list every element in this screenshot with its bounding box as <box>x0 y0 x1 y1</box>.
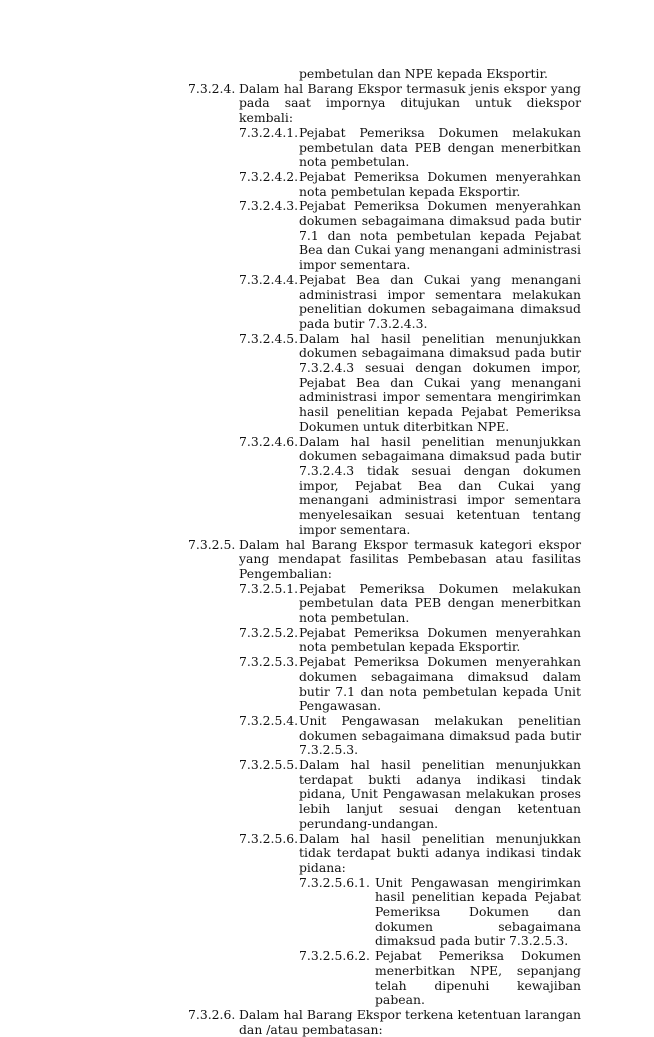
clause-7-3-2-5-5 <box>239 758 581 832</box>
clause-number: 7.3.2.4. <box>188 80 236 96</box>
clause-text: Pejabat Pemeriksa Dokumen menerbitkan NPE, sepanjang telah dipenuhi kewajiban pabean. <box>375 948 581 1008</box>
clause-text: Unit Pengawasan melakukan penelitian dokumen sebagaimana dimaksud pada butir 7.3.2.5.3. <box>299 712 581 758</box>
clause-number: 7.3.2.5.6.2. <box>299 948 370 964</box>
clause-text: Pejabat Pemeriksa Dokumen menyerahkan dokumen sebagaimana dimaksud pada butir 7.1 dan nota pembetulan kepada Pejabat Bea dan Cukai yang menangani administrasi impor sementara. <box>299 198 581 273</box>
clause-7-3-2-4-3 <box>239 199 581 273</box>
clause-text: Pejabat Pemeriksa Dokumen menyerahkan nota pembetulan kepada Eksportir. <box>299 624 581 655</box>
clause-number: 7.3.2.5.5. <box>239 757 299 773</box>
clause-number: 7.3.2.5. <box>188 536 236 552</box>
clause-text: Dalam hal Barang Ekspor termasuk jenis ekspor yang pada saat impornya ditujukan untuk diekspor kembali: <box>239 80 581 126</box>
clause-7-3-2-5-6 <box>239 832 581 876</box>
clause-number: 7.3.2.5.3. <box>239 654 299 670</box>
clause-7-3-2-6 <box>188 1008 581 1037</box>
clause-number: 7.3.2.4.5. <box>239 330 299 346</box>
clause-7-3-2-5-6-1 <box>299 876 581 950</box>
clause-number: 7.3.2.5.6. <box>239 830 299 846</box>
clause-text: Dalam hal hasil penelitian menunjukkan dokumen sebagaimana dimaksud pada butir 7.3.2.4.3 sesuai dengan dokumen impor, Pejabat Bea dan Cukai yang menangani administrasi impor sementara mengirimkan hasil penelitian kepada Pejabat Pemeriksa Dokumen untuk diterbitkan NPE. <box>299 330 581 434</box>
clause-number: 7.3.2.4.6. <box>239 433 299 449</box>
clause-number: 7.3.2.5.1. <box>239 580 299 596</box>
clause-text: Dalam hal hasil penelitian menunjukkan dokumen sebagaimana dimaksud pada butir 7.3.2.4.3 tidak sesuai dengan dokumen impor, Pejabat Bea dan Cukai yang menangani administrasi impor sementara menyelesaikan sesuai ketentuan tentang impor sementara. <box>299 433 581 537</box>
clause-7-3-2-5 <box>188 538 581 582</box>
clause-7-3-2-5-2 <box>239 626 581 655</box>
clause-number: 7.3.2.5.6.1. <box>299 874 370 890</box>
clause-7-3-2-4-5 <box>239 332 581 435</box>
clause-number: 7.3.2.4.2. <box>239 168 299 184</box>
clause-7-3-2-4-4 <box>239 273 581 332</box>
clause-text: Pejabat Pemeriksa Dokumen menyerahkan nota pembetulan kepada Eksportir. <box>299 168 581 199</box>
clause-number: 7.3.2.4.3. <box>239 198 299 214</box>
paragraph-text: pembetulan dan NPE kepada Eksportir. <box>299 66 548 81</box>
clause-text: Dalam hal Barang Ekspor terkena ketentuan larangan dan /atau pembatasan: <box>239 1007 581 1037</box>
clause-text: Pejabat Pemeriksa Dokumen menyerahkan dokumen sebagaimana dimaksud dalam butir 7.1 dan nota pembetulan kepada Unit Pengawasan. <box>299 654 581 714</box>
clause-text: Pejabat Pemeriksa Dokumen melakukan pembetulan data PEB dengan menerbitkan nota pembetulan. <box>299 580 581 626</box>
clause-number: 7.3.2.5.2. <box>239 624 299 640</box>
clause-number: 7.3.2.4.4. <box>239 271 299 287</box>
clause-7-3-2-5-6-2 <box>299 949 581 1008</box>
clause-7-3-2-5-1 <box>239 582 581 626</box>
clause-number: 7.3.2.5.4. <box>239 712 299 728</box>
clause-number: 7.3.2.4.1. <box>239 124 299 140</box>
clause-7-3-2-4-1 <box>239 126 581 170</box>
clause-text: Dalam hal hasil penelitian menunjukkan tidak terdapat bukti adanya indikasi tindak pidana: <box>299 830 581 875</box>
clause-number: 7.3.2.6. <box>188 1007 236 1022</box>
clause-text: Dalam hal Barang Ekspor termasuk kategori ekspor yang mendapat fasilitas Pembebasan atau fasilitas Pengembalian: <box>239 536 581 581</box>
document-page <box>0 67 654 1037</box>
clause-7-3-2-4 <box>188 82 581 126</box>
clause-7-3-2-5-4 <box>239 714 581 758</box>
clause-text: Pejabat Pemeriksa Dokumen melakukan pembetulan data PEB dengan menerbitkan nota pembetulan. <box>299 124 581 170</box>
clause-text: Unit Pengawasan mengirimkan hasil penelitian kepada Pejabat Pemeriksa Dokumen dan dokumen sebagaimana dimaksud pada butir 7.3.2.5.3. <box>375 874 581 949</box>
paragraph-continuation <box>299 67 581 82</box>
clause-7-3-2-4-2 <box>239 170 581 199</box>
clause-7-3-2-4-6 <box>239 435 581 538</box>
clause-text: Dalam hal hasil penelitian menunjukkan terdapat bukti adanya indikasi tindak pidana, Unit Pengawasan melakukan proses lebih lanjut sesuai dengan ketentuan perundang-undangan. <box>299 757 581 831</box>
clause-text: Pejabat Bea dan Cukai yang menangani administrasi impor sementara melakukan penelitian dokumen sebagaimana dimaksud pada butir 7.3.2.4.3. <box>299 271 581 331</box>
clause-7-3-2-5-3 <box>239 655 581 714</box>
